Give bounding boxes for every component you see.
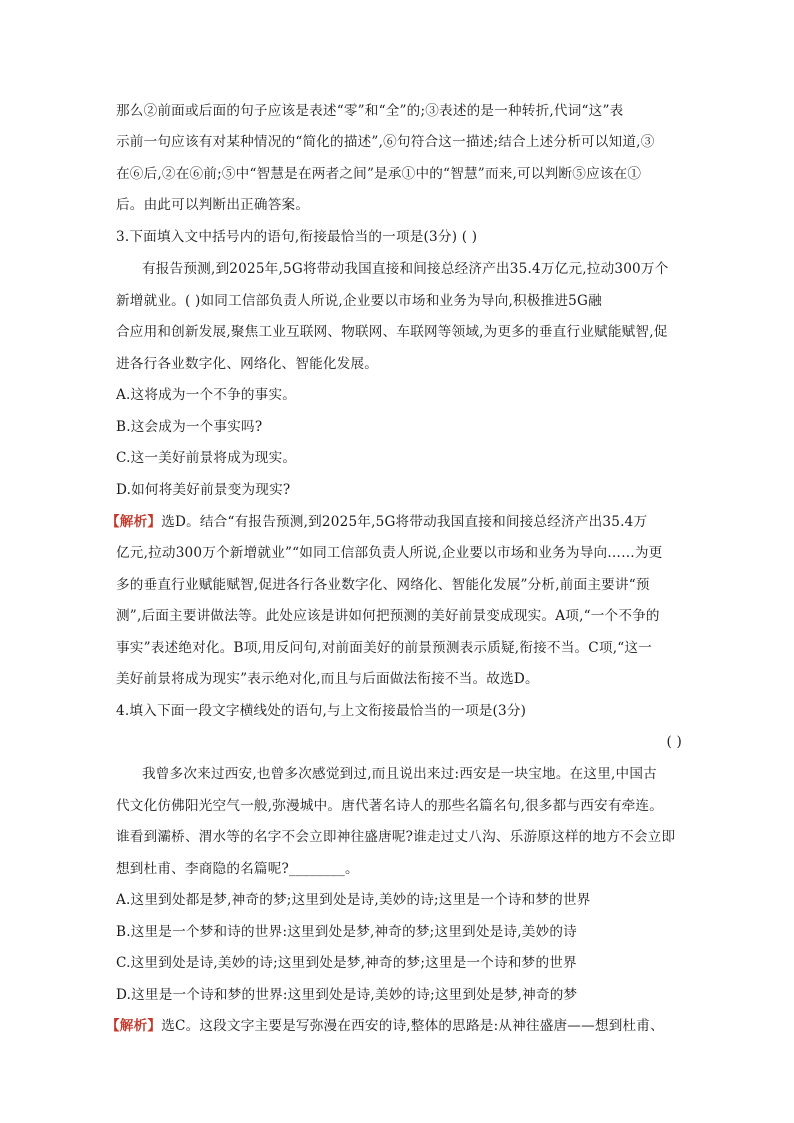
analysis-line: 美好前景将成为现实”表示绝对化,而且与后面做法衔接不当。故选D。 [116, 671, 539, 687]
analysis-text: 选D。结合“有报告预测,到2025年,5G将带动我国直接和间接总经济产出35.4万 [161, 514, 648, 530]
option-c: C.这里到处是诗,美妙的诗;这里到处是梦,神奇的梦;这里是一个诗和梦的世界 [116, 955, 577, 971]
passage-line: 想到杜甫、李商隐的名篇呢?________。 [116, 861, 359, 877]
passage-line: 进各行各业数字化、网络化、智能化发展。 [116, 356, 379, 372]
passage-line: 谁看到灞桥、渭水等的名字不会立即神往盛唐呢?谁走过丈八沟、乐游原这样的地方不会立即 [116, 829, 676, 845]
option-c: C.这一美好前景将成为现实。 [116, 450, 297, 466]
analysis-line [106, 512, 688, 532]
option-a: A.这里到处都是梦,神奇的梦;这里到处是诗,美妙的诗;这里是一个诗和梦的世界 [116, 892, 591, 908]
analysis-line: 测”,后面主要讲做法等。此处应该是讲如何把预测的美好前景变成现实。A项,“一个不争的 [116, 608, 660, 624]
analysis-line [106, 1016, 688, 1036]
analysis-text: 选C。这段文字主要是写弥漫在西安的诗,整体的思路是:从神往盛唐——想到杜甫、 [161, 1018, 664, 1034]
analysis-line: 亿元,拉动300万个新增就业”“如同工信部负责人所说,企业要以市场和业务为导向……为更 [116, 545, 663, 561]
passage-line: 我曾多次来过西安,也曾多次感觉到过,而且说出来过:西安是一块宝地。在这里,中国古 [142, 766, 657, 782]
option-d: D.这里是一个诗和梦的世界:这里到处是诗,美妙的诗;这里到处是梦,神奇的梦 [116, 987, 578, 1003]
option-a: A.这将成为一个不争的事实。 [116, 387, 297, 403]
option-b: B.这里是一个梦和诗的世界:这里到处是梦,神奇的梦;这里到处是诗,美妙的诗 [116, 924, 577, 940]
text-line: 示前一句应该有对某种情况的“简化的描述”,⑥句符合这一描述;结合上述分析可以知道,③ [116, 134, 655, 150]
question-3-stem: 3.下面填入文中括号内的语句,衔接最恰当的一项是(3分) ( ) [116, 229, 478, 245]
analysis-label: 【解析】 [106, 514, 162, 530]
analysis-line: 事实”表述绝对化。B项,用反问句,对前面美好的前景预测表示质疑,衔接不当。C项,“这一 [116, 640, 652, 656]
passage-line: 合应用和创新发展,聚焦工业互联网、物联网、车联网等领域,为更多的垂直行业赋能赋智,促 [116, 324, 668, 340]
passage-line: 代文化仿佛阳光空气一般,弥漫城中。唐代著名诗人的那些名篇名句,很多都与西安有牵连。 [116, 798, 663, 814]
passage-line: 有报告预测,到2025年,5G将带动我国直接和间接总经济产出35.4万亿元,拉动300万个 [142, 261, 669, 277]
text-line: 后。由此可以判断出正确答案。 [116, 197, 310, 213]
option-b: B.这会成为一个事实吗? [116, 419, 263, 435]
question-4-stem: 4.填入下面一段文字横线处的语句,与上文衔接最恰当的一项是(3分) [116, 703, 527, 719]
passage-line: 新增就业。( )如同工信部负责人所说,企业要以市场和业务为导向,积极推进5G融 [116, 293, 602, 309]
option-d: D.如何将美好前景变为现实? [116, 482, 291, 498]
analysis-label: 【解析】 [106, 1018, 162, 1034]
text-line: 在⑥后,②在⑥前;⑤中“智慧是在两者之间”是承①中的“智慧”而来,可以判断⑤应该在① [116, 166, 642, 182]
analysis-line: 多的垂直行业赋能赋智,促进各行各业数字化、网络化、智能化发展”分析,前面主要讲“预 [116, 577, 650, 593]
answer-bracket: ( ) [666, 734, 682, 750]
text-line: 那么②前面或后面的句子应该是表述“零”和“全”的;③表述的是一种转折,代词“这”表 [116, 103, 624, 119]
